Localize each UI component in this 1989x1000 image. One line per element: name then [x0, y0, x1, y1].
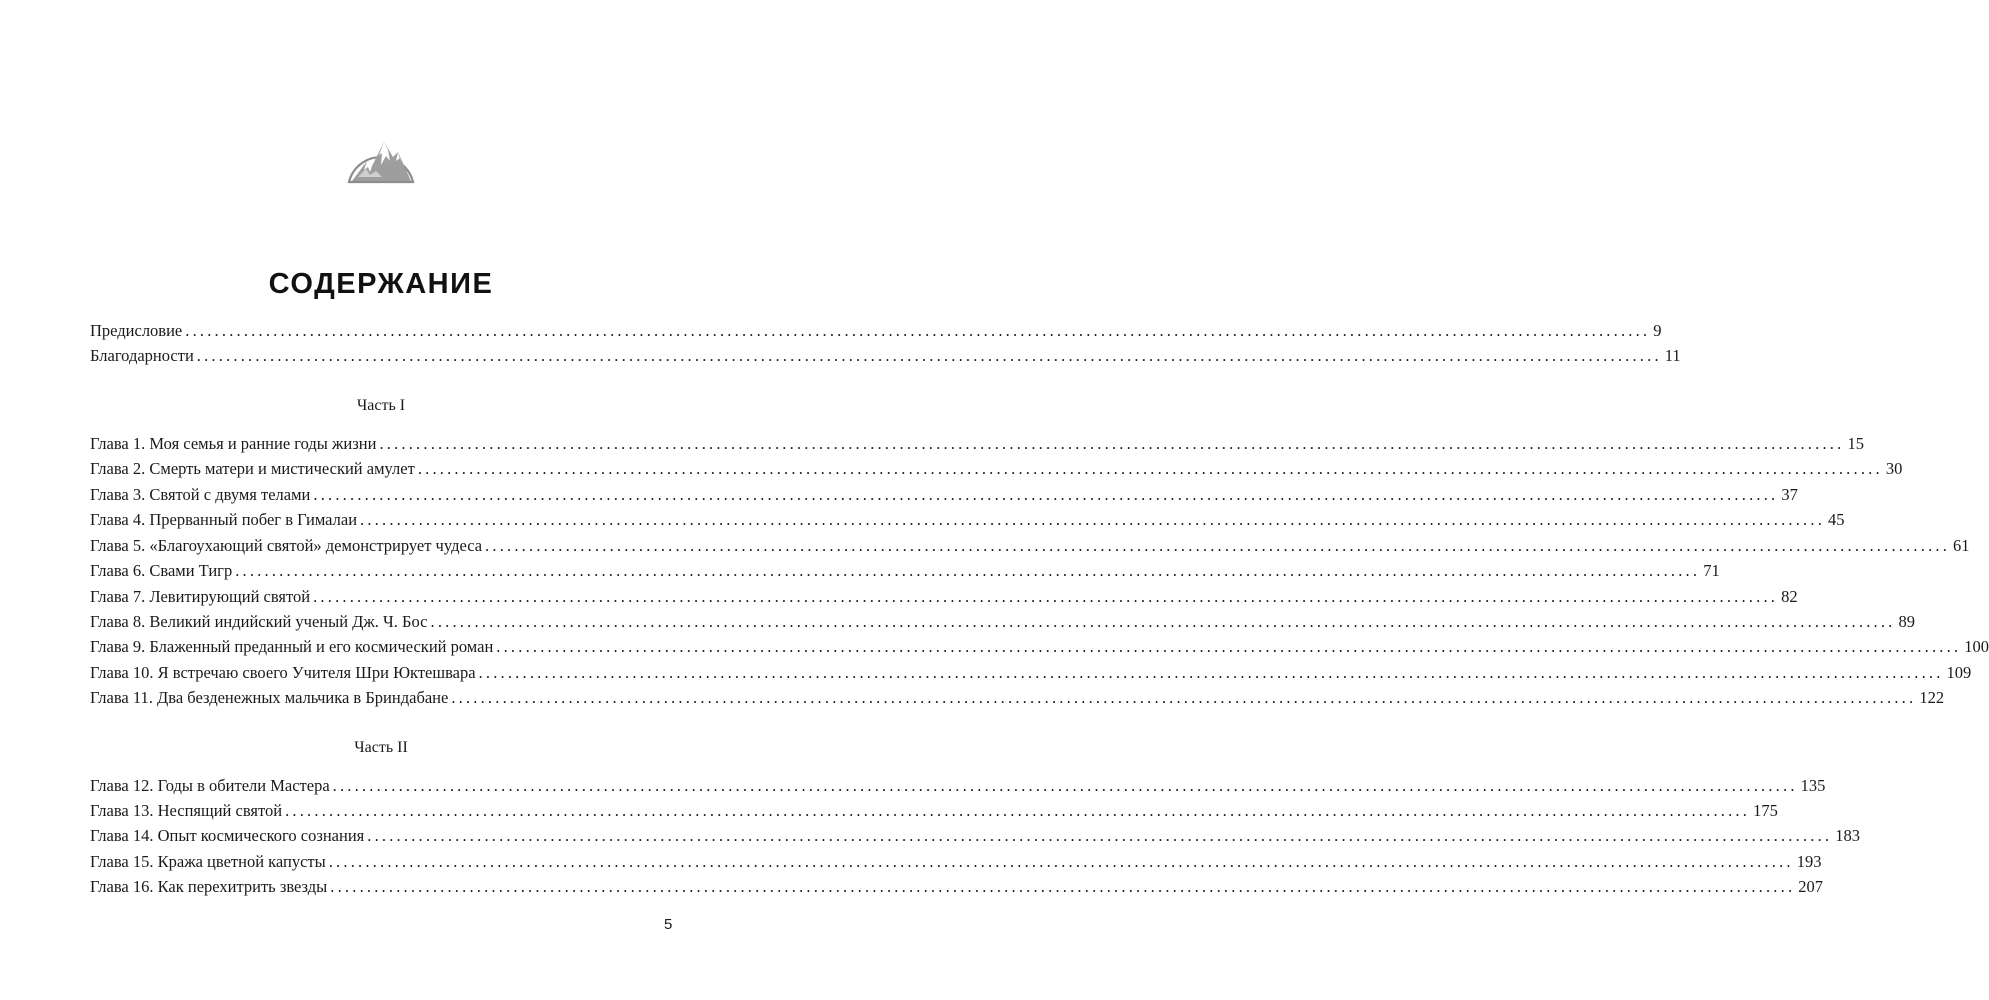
leader-dots: ........................................................................................................................................................................................................: [328, 852, 1794, 871]
leader-dots: ........................................................................................................................................................................................................: [367, 826, 1833, 845]
leader-dots: ........................................................................................................................................................................................................: [478, 663, 1944, 682]
toc-entry-page: 11: [1664, 346, 1681, 365]
toc-entry: [90, 433, 1864, 455]
toc-entry: [90, 586, 1798, 608]
part-heading: Часть I: [356, 397, 406, 414]
toc-entry-title: Глава 2. Смерть матери и мистический амулет: [90, 459, 415, 478]
toc-entry-page: 9: [1653, 321, 1662, 340]
leader-dots: ........................................................................................................................................................................................................: [185, 321, 1651, 340]
toc-entry: [90, 636, 1989, 658]
mountain-emblem-icon: [346, 125, 416, 185]
toc-entry-page: 100: [1964, 637, 1989, 656]
toc-entry-title: Глава 5. «Благоухающий святой» демонстрирует чудеса: [90, 536, 483, 555]
toc-entry-page: 207: [1798, 877, 1824, 896]
leader-dots: ........................................................................................................................................................................................................: [485, 536, 1951, 555]
leader-dots: ........................................................................................................................................................................................................: [360, 510, 1826, 529]
toc-entry-page: 122: [1919, 688, 1945, 707]
toc-entry-page: 30: [1885, 459, 1903, 478]
toc-entry: [90, 825, 1860, 847]
page-title: СОДЕРЖАНИЕ: [268, 268, 494, 300]
toc-entry-page: 45: [1828, 510, 1845, 529]
toc-entry: [90, 458, 1903, 480]
toc-entry-title: Глава 7. Левитирующий святой: [90, 587, 311, 606]
leader-dots: ........................................................................................................................................................................................................: [313, 485, 1779, 504]
toc-entry-page: 37: [1781, 485, 1798, 504]
toc-entry-title: Глава 11. Два безденежных мальчика в Бриндабане: [90, 688, 449, 707]
toc-entry-title: Предисловие: [90, 321, 183, 340]
toc-entry: [90, 484, 1798, 506]
toc-entry-title: Глава 15. Кража цветной капусты: [90, 852, 326, 871]
leader-dots: ........................................................................................................................................................................................................: [496, 637, 1962, 656]
toc-entry-title: Глава 13. Неспящий святой: [90, 801, 283, 820]
toc-entry: [90, 320, 1662, 342]
toc-entry-title: Глава 14. Опыт космического сознания: [90, 826, 365, 845]
toc-entry-title: Глава 6. Свами Тигр: [90, 561, 233, 580]
leader-dots: ........................................................................................................................................................................................................: [235, 561, 1701, 580]
toc-entry-page: 71: [1703, 561, 1720, 580]
toc-entry: [90, 687, 1945, 709]
toc-entry-page: 82: [1781, 587, 1798, 606]
toc-entry-page: 135: [1800, 776, 1826, 795]
leader-dots: ........................................................................................................................................................................................................: [313, 587, 1779, 606]
toc-entry-title: Глава 9. Блаженный преданный и его космический роман: [90, 637, 494, 656]
part-heading: Часть II: [354, 739, 408, 756]
toc-entry-title: Глава 10. Я встречаю своего Учителя Шри Юктешвара: [90, 663, 476, 682]
toc-entry: [90, 775, 1826, 797]
toc-entry-page: 61: [1953, 536, 1970, 555]
toc-entry: [90, 800, 1778, 822]
leader-dots: ........................................................................................................................................................................................................: [451, 688, 1917, 707]
toc-entry: [90, 611, 1915, 633]
leader-dots: ........................................................................................................................................................................................................: [332, 776, 1798, 795]
toc-entry: [90, 560, 1720, 582]
toc-entry-title: Глава 3. Святой с двумя телами: [90, 485, 311, 504]
leader-dots: ........................................................................................................................................................................................................: [285, 801, 1751, 820]
leader-dots: ........................................................................................................................................................................................................: [196, 346, 1662, 365]
toc-entry-title: Глава 4. Прерванный побег в Гималаи: [90, 510, 358, 529]
toc-entry-page: 183: [1835, 826, 1860, 845]
toc-entry-page: 89: [1898, 612, 1915, 631]
toc-entry-title: Глава 1. Моя семья и ранние годы жизни: [90, 434, 377, 453]
leader-dots: ........................................................................................................................................................................................................: [330, 877, 1796, 896]
toc-entry: [90, 851, 1822, 873]
leader-dots: ........................................................................................................................................................................................................: [379, 434, 1845, 453]
toc-entry-title: Глава 12. Годы в обители Мастера: [90, 776, 330, 795]
toc-entry-page: 109: [1946, 663, 1972, 682]
toc-entry-page: 193: [1796, 852, 1822, 871]
toc-entry-title: Благодарности: [90, 346, 194, 365]
toc-entry-title: Глава 8. Великий индийский ученый Дж. Ч. Бос: [90, 612, 428, 631]
leader-dots: ........................................................................................................................................................................................................: [430, 612, 1896, 631]
toc-entry-page: 175: [1753, 801, 1778, 820]
toc-entry: [90, 662, 1972, 684]
toc-entry-title: Глава 16. Как перехитрить звезды: [90, 877, 328, 896]
page-number: 5: [664, 916, 673, 933]
leader-dots: ........................................................................................................................................................................................................: [417, 459, 1883, 478]
toc-entry-page: 15: [1847, 434, 1864, 453]
toc-entry: [90, 345, 1681, 367]
toc-entry: [90, 509, 1845, 531]
toc-entry: [90, 535, 1970, 557]
toc-entry: [90, 876, 1824, 898]
